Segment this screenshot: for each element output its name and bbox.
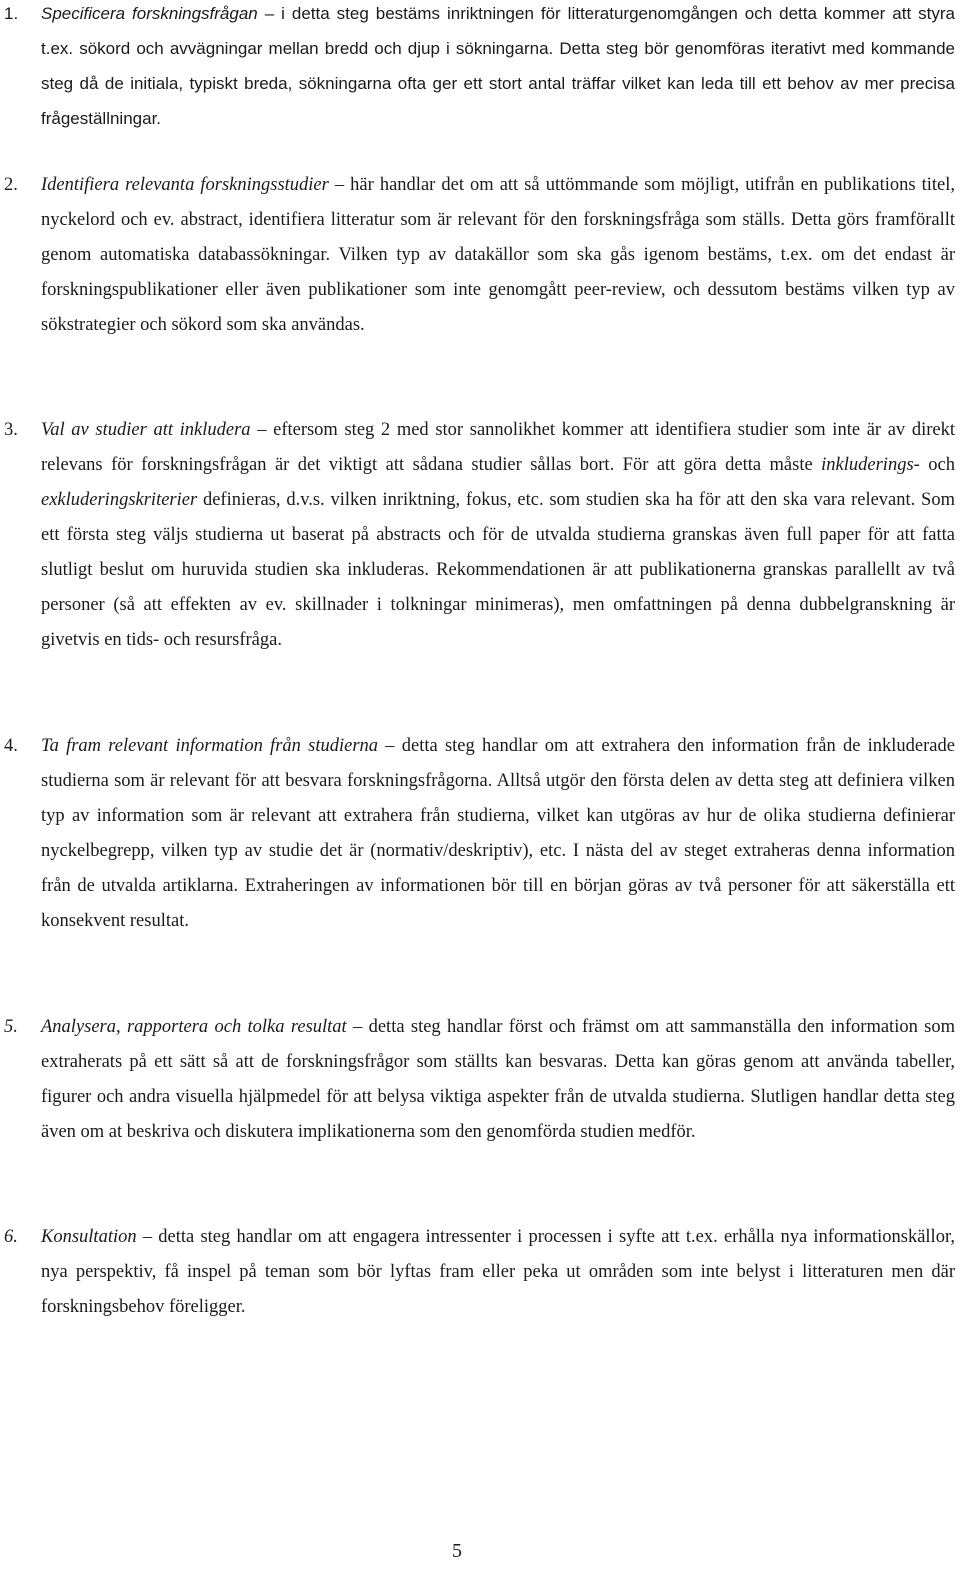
list-item-number: 3. bbox=[4, 420, 18, 440]
page-number: 5 bbox=[452, 1540, 462, 1562]
list-item-number: 2. bbox=[4, 175, 18, 195]
list-item-title: Identifiera relevanta forskningsstudier bbox=[41, 175, 329, 195]
list-item-body bbox=[41, 1220, 955, 1325]
list-item-1 bbox=[0, 0, 955, 136]
list-item-body bbox=[41, 729, 955, 939]
list-item-title: Konsultation bbox=[41, 1227, 137, 1247]
list-item-text: – i detta steg bestäms inriktningen för litteraturgenomgången och detta kommer att styra t.ex. sökord och avvägningar mellan bredd och djup i sökningarna. Detta steg bör genomföras iterativt med kommande steg då de initiala, typiskt breda, sökningarna ofta ger ett stort antal träffar vilket kan leda till ett behov av mer precisa frågeställningar. bbox=[41, 4, 955, 128]
list-item-title: Ta fram relevant information från studierna bbox=[41, 736, 379, 756]
exclusion-criteria-term: exkluderingskriterier bbox=[41, 490, 198, 510]
list-item-5 bbox=[0, 1010, 955, 1150]
list-item-6 bbox=[0, 1220, 955, 1325]
list-item-text: – detta steg handlar om att extrahera den information från de inkluderade studierna som är relevant för att besvara forskningsfrågorna. Alltså utgör den första delen av detta steg att definiera vilken typ av information som är relevant att extrahera från studierna, vilket kan utgöras av hur de olika studierna definierar nyckelbegrepp, vilken typ av studie det är (normativ/deskriptiv), etc. I nästa del av steget extraheras denna information från de utvalda artiklarna. Extraheringen av informationen bör till en början göras av två personer för att säkerställa ett konsekvent resultat. bbox=[41, 736, 955, 931]
list-item-text: – här handlar det om att så uttömmande som möjligt, utifrån en publikations titel, nyckelord och ev. abstract, identifiera litteratur som är relevant för den forskningsfråga som ställs. Detta görs framförallt genom automatiska databassökningar. Vilken typ av datakällor som ska gås igenom bestäms, t.ex. om det endast är forskningspublikationer eller även publikationer som inte genomgått peer-review, och dessutom bestäms vilken typ av sökstrategier och sökord som ska användas. bbox=[41, 175, 955, 335]
list-item-text: definieras, d.v.s. vilken inriktning, fokus, etc. som studien ska ha för att den ska vara relevant. Som ett första steg väljs studierna ut baserat på abstracts och för de utvalda studierna granskas även full paper för att fatta slutligt beslut om huruvida studien ska inkluderas. Rekommendationen är att publikationerna granskas parallellt av två personer (så att effekten av ev. skillnader i tolkningar minimeras), men omfattningen på denna dubbelgranskning är givetvis en tids- och resursfråga. bbox=[41, 490, 955, 650]
list-item-text: – detta steg handlar först och främst om att sammanställa den information som extraherats på ett sätt så att de forskningsfrågor som ställts kan besvaras. Detta kan göras genom att använda tabeller, figurer och andra visuella hjälpmedel för att belysa viktiga aspekter från de utvalda studierna. Slutligen handlar detta steg även om at beskriva och diskutera implikationerna som den genomförda studien medför. bbox=[41, 1017, 955, 1142]
list-item-number: 6. bbox=[4, 1227, 18, 1247]
list-item-number: 4. bbox=[4, 736, 18, 756]
list-item-title: Analysera, rapportera och tolka resultat bbox=[41, 1017, 347, 1037]
list-item-text: – eftersom steg 2 med stor sannolikhet kommer att identifiera studier som inte är av direkt relevans för forskningsfrågan är det viktigt att sådana studier sållas bort. För att göra detta måste bbox=[41, 420, 955, 475]
list-item-2 bbox=[0, 168, 955, 343]
list-item-3 bbox=[0, 413, 955, 658]
inclusion-criteria-term: inkluderings- bbox=[821, 455, 920, 475]
list-item-text: – detta steg handlar om att engagera intressenter i processen i syfte att t.ex. erhålla nya informationskällor, nya perspektiv, få inspel på teman som bör lyftas fram eller peka ut områden som inte belyst i litteraturen men där forskningsbehov föreligger. bbox=[41, 1227, 955, 1317]
list-item-body bbox=[41, 0, 955, 136]
list-item-text: och bbox=[919, 455, 955, 475]
list-item-body bbox=[41, 413, 955, 658]
list-item-number: 5. bbox=[4, 1017, 18, 1037]
list-item-number: 1. bbox=[4, 4, 19, 23]
list-item-title: Specificera forskningsfrågan bbox=[41, 4, 258, 23]
list-item-title: Val av studier att inkludera bbox=[41, 420, 251, 440]
list-item-4 bbox=[0, 729, 955, 939]
list-item-body bbox=[41, 168, 955, 343]
list-item-body bbox=[41, 1010, 955, 1150]
